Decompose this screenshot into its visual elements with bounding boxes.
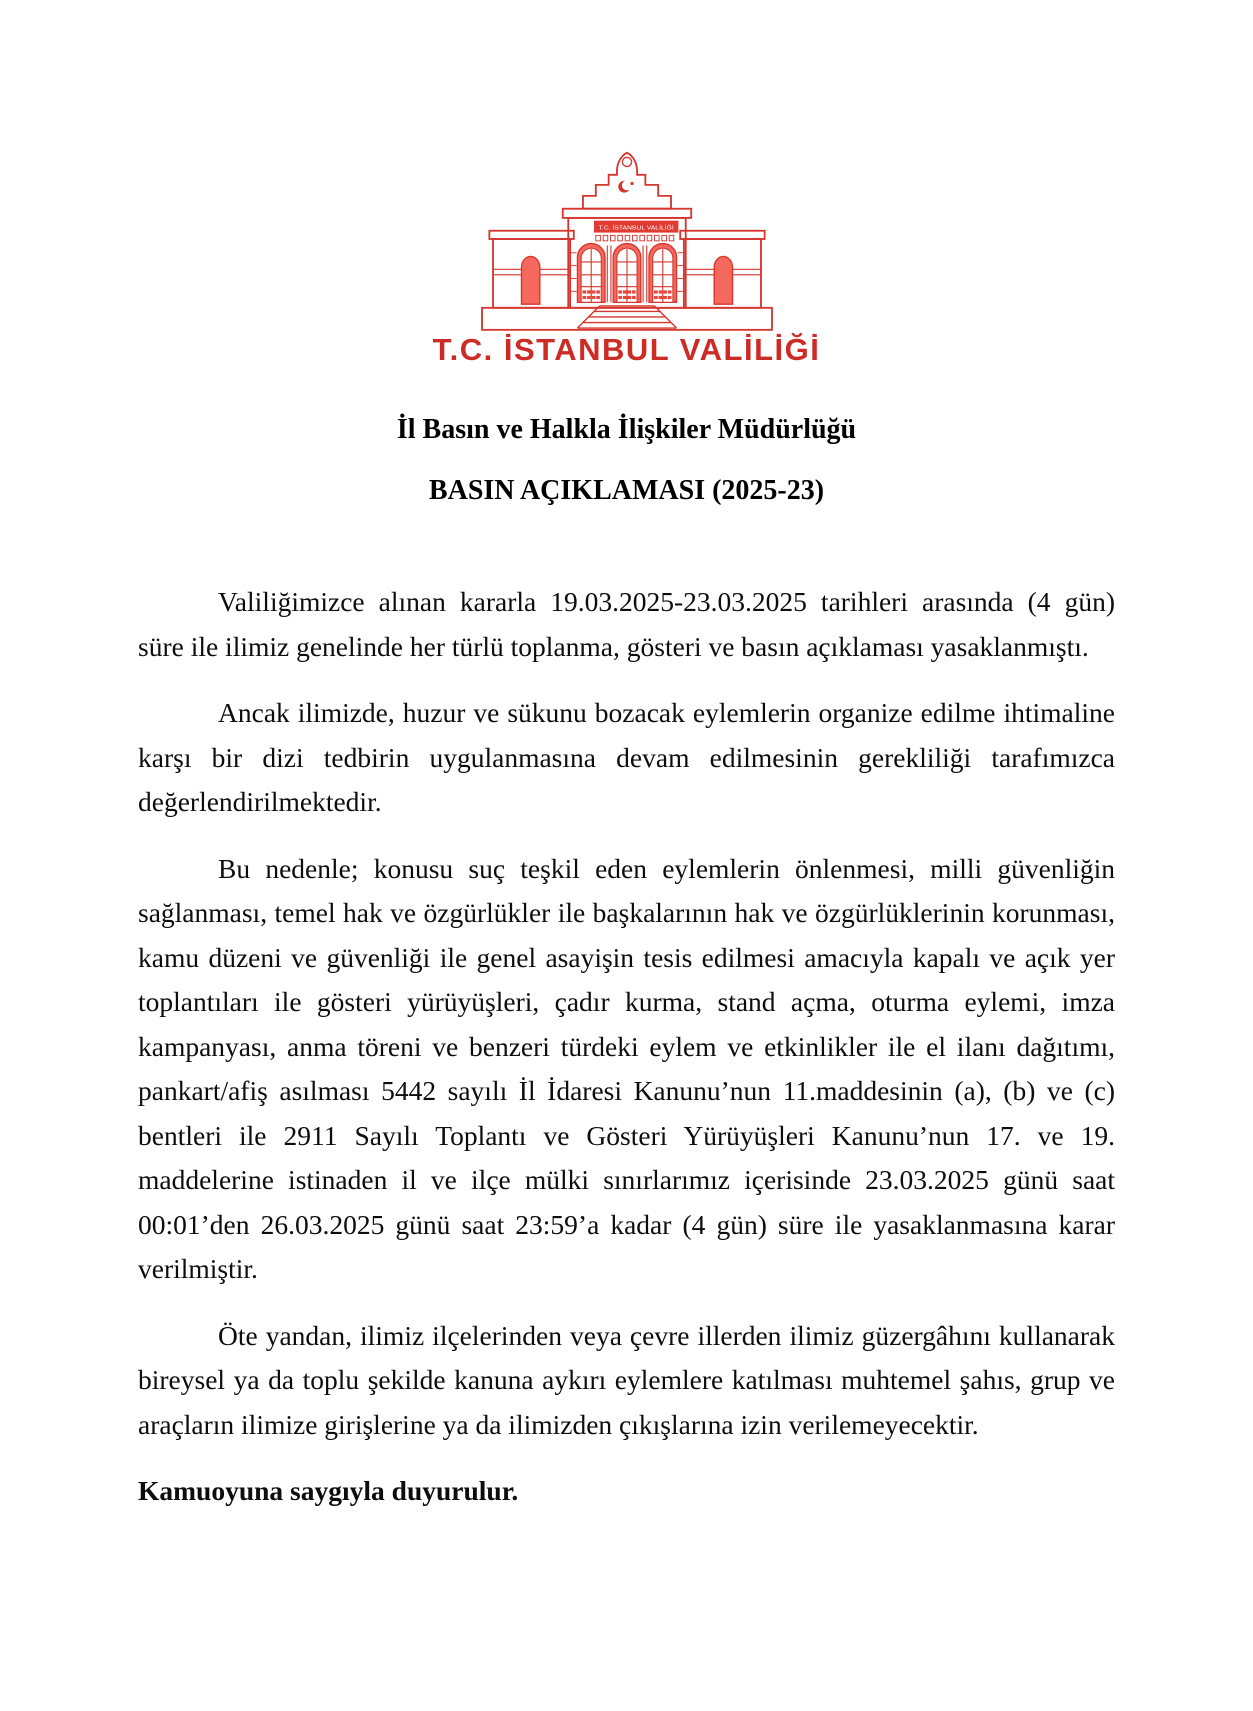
document-body [138,580,1115,1514]
department-title: İl Basın ve Halkla İlişkiler Müdürlüğü [396,414,857,445]
pediment-rosette [622,157,631,166]
building-sign-band [593,221,677,241]
paragraph: Valiliğimizce alınan kararla 19.03.2025-23.03.2025 tarihleri arasında (4 gün) süre ile ilimiz genelinde her türlü toplanma, gösteri ve basın açıklaması yasaklanmıştı. [138,586,1115,662]
paragraph: Ancak ilimizde, huzur ve sükunu bozacak eylemlerin organize edilme ihtimaline karşı bir dizi tedbirin uygulanmasına devam edilmesinin gerekliliği tarafımızca değerlendirilmektedir. [138,697,1115,817]
building-left-wing [489,231,573,308]
building-sign-text: T.C. İSTANBUL VALİLİĞİ [598,225,660,232]
building-arched-windows [577,244,676,303]
building-pediment [582,153,670,209]
closing-line: Kamuoyuna saygıyla duyurulur. [138,1475,519,1506]
crescent-and-star-icon [618,180,633,192]
paragraph: Bu nedenle; konusu suç teşkil eden eylemlerin önlenmesi, milli güvenliğin sağlanması, temel hak ve özgürlükler ile başkalarının hak ve özgürlüklerinin korunması, kamu düzeni ve güvenliği ile genel asayişin tesis edilmesi amacıyla kapalı ve açık yer toplantıları ile gösteri yürüyüşleri, çadır kurma, stand açma, oturma eylemi, imza kampanyası, anma töreni ve benzeri türdeki eylem ve etkinlikler ile el ilanı dağıtımı, pankart/afiş asılması 5442 sayılı İl İdaresi Kanunu’nun 11.maddesinin (a), (b) ve (c) bentleri ile 2911 Sayılı Toplantı ve Gösteri Yürüyüşleri Kanunu’nun 17. ve 19. maddelerine istinaden il ve ilçe mülki sınırlarımız içerisinde 23.03.2025 günü saat 00:01’den 26.03.2025 günü saat 23:59’a kadar (4 gün) süre ile yasaklanmasına karar verilmiştir. [138,852,1115,1284]
logo [471,150,783,334]
building-right-wing [680,231,764,308]
paragraph: Öte yandan, ilimiz ilçelerinden veya çevre illerden ilimiz güzergâhını kullanarak bireysel ya da toplu şekilde kanuna aykırı eylemlere katılması muhtemel şahıs, grup ve araçların ilimize girişlerine ya da ilimizden çıkışlarına izin verilemeyecektir. [138,1319,1115,1440]
agency-title: T.C. İSTANBUL VALİLİĞİ [432,332,821,367]
paragraphs [138,580,1115,1447]
release-title: BASIN AÇIKLAMASI (2025-23) [428,475,825,506]
building-line-art [482,153,772,330]
building-staircase [577,306,676,328]
governorship-building-logo [471,150,783,334]
